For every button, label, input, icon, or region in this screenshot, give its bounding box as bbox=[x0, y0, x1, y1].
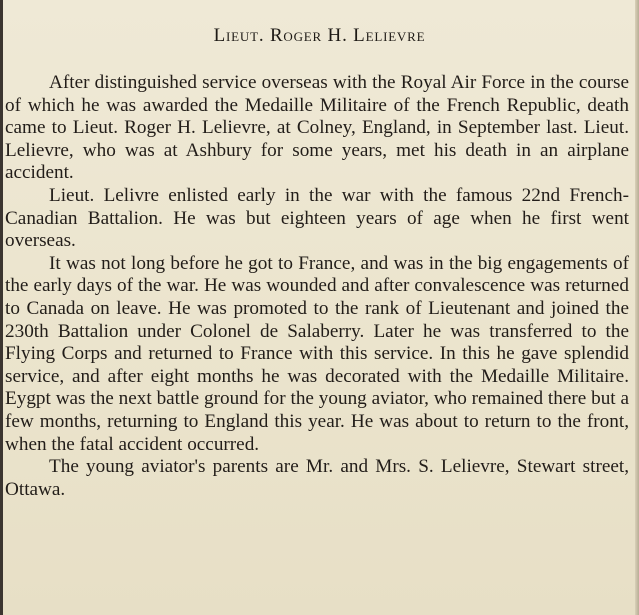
page-left-edge bbox=[0, 0, 3, 615]
article-body bbox=[5, 72, 629, 501]
paragraph-2: Lieut. Lelivre enlisted early in the war with the famous 22nd French-Canadian Battalion. He was but eighteen years of age when he first went overseas. bbox=[5, 184, 629, 252]
paragraph-3: It was not long before he got to France, and was in the big engagements of the early days of the war. He was wounded and after convalescence was returned to Canada on leave. He was promoted to the rank of Lieutenant and joined the 230th Battalion under Colonel de Salaberry. Later he was transferred to the Flying Corps and returned to France with this service. In this he gave splendid service, and after eight months he was decorated with the Medaille Militaire. Eygpt was the next battle ground for the young aviator, who remained there but a few months, returning to England this year. He was about to return to the front, when the fatal accident occurred. bbox=[5, 252, 629, 455]
article-title: Lieut. Roger H. Lelievre bbox=[213, 25, 426, 46]
paragraph-4: The young aviator's parents are Mr. and Mrs. S. Lelievre, Stewart street, Ottawa. bbox=[5, 456, 629, 500]
paragraph-1: After distinguished service overseas with the Royal Air Force in the course of which he was awarded the Medaille Militaire of the French Republic, death came to Lieut. Roger H. Lelievre, at Colney, England, in September last. Lieut. Lelievre, who was at Ashbury for some years, met his death in an airplane accident. bbox=[5, 72, 629, 184]
page-right-edge bbox=[635, 0, 639, 615]
